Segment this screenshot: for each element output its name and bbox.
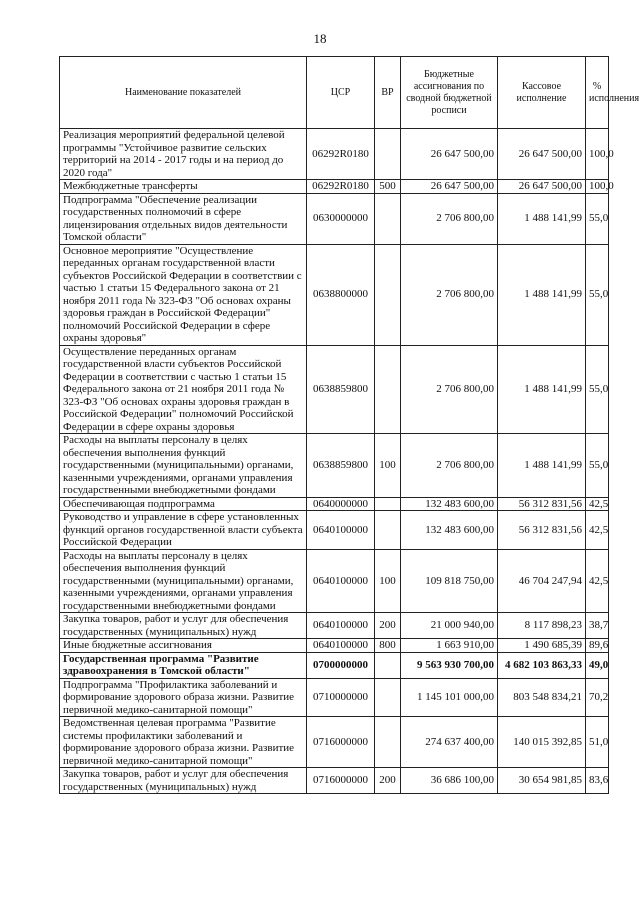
table-row [60, 193, 609, 244]
table-row [60, 244, 609, 345]
cell-budget: 36 686 100,00 [401, 768, 498, 794]
table-row [60, 497, 609, 511]
cell-budget: 26 647 500,00 [401, 180, 498, 194]
table-body [60, 129, 614, 794]
cell-cash: 56 312 831,56 [498, 511, 586, 550]
cell-csr: 06292R0180 [307, 129, 375, 180]
cell-name: Подпрограмма "Обеспечение реализации государственных полномочий в сфере лицензирования отдельных видов деятельности Томской области" [60, 193, 307, 244]
header-csr: ЦСР [307, 57, 375, 129]
cell-name: Межбюджетные трансферты [60, 180, 307, 194]
cell-vr [375, 497, 401, 511]
cell-budget: 109 818 750,00 [401, 549, 498, 613]
cell-cash: 1 488 141,99 [498, 345, 586, 434]
cell-cash: 1 488 141,99 [498, 193, 586, 244]
cell-budget: 2 706 800,00 [401, 244, 498, 345]
table-row [60, 768, 609, 794]
cell-pct: 49,0 [586, 652, 609, 678]
table-row [60, 180, 609, 194]
cell-csr: 0700000000 [307, 652, 375, 678]
cell-vr: 100 [375, 549, 401, 613]
cell-pct: 55,0 [586, 193, 609, 244]
cell-cash: 1 490 685,39 [498, 639, 586, 653]
cell-budget: 2 706 800,00 [401, 345, 498, 434]
cell-pct: 42,5 [586, 511, 609, 550]
cell-cash: 8 117 898,23 [498, 613, 586, 639]
cell-pct: 51,0 [586, 717, 609, 768]
cell-cash: 26 647 500,00 [498, 180, 586, 194]
cell-vr [375, 511, 401, 550]
cell-vr: 800 [375, 639, 401, 653]
cell-csr: 06292R0180 [307, 180, 375, 194]
cell-budget: 132 483 600,00 [401, 497, 498, 511]
cell-cash: 803 548 834,21 [498, 678, 586, 717]
header-cash: Кассовое исполнение [498, 57, 586, 129]
cell-csr: 0640100000 [307, 549, 375, 613]
cell-name: Расходы на выплаты персоналу в целях обеспечения выполнения функций государственными (муниципальными) органами, казенными учреждениями, органами управления государственными внебюджетными фондами [60, 549, 307, 613]
table-row [60, 549, 609, 613]
cell-budget: 1 145 101 000,00 [401, 678, 498, 717]
cell-cash: 1 488 141,99 [498, 244, 586, 345]
cell-pct: 70,2 [586, 678, 609, 717]
cell-csr: 0716000000 [307, 717, 375, 768]
cell-csr: 0640100000 [307, 639, 375, 653]
header-vr: ВР [375, 57, 401, 129]
cell-budget: 274 637 400,00 [401, 717, 498, 768]
cell-csr: 0640100000 [307, 613, 375, 639]
cell-budget: 132 483 600,00 [401, 511, 498, 550]
cell-csr: 0640000000 [307, 497, 375, 511]
cell-vr [375, 652, 401, 678]
table-row [60, 434, 609, 498]
cell-cash: 140 015 392,85 [498, 717, 586, 768]
cell-pct: 83,6 [586, 768, 609, 794]
table-row [60, 129, 609, 180]
cell-cash: 1 488 141,99 [498, 434, 586, 498]
header-name: Наименование показателей [60, 57, 307, 129]
cell-cash: 56 312 831,56 [498, 497, 586, 511]
cell-vr [375, 678, 401, 717]
cell-csr: 0638859800 [307, 345, 375, 434]
table-row [60, 613, 609, 639]
cell-vr [375, 717, 401, 768]
cell-cash: 46 704 247,94 [498, 549, 586, 613]
cell-pct: 100,0 [586, 180, 609, 194]
cell-vr [375, 345, 401, 434]
cell-name: Закупка товаров, работ и услуг для обеспечения государственных (муниципальных) нужд [60, 768, 307, 794]
table-row [60, 345, 609, 434]
cell-budget: 21 000 940,00 [401, 613, 498, 639]
cell-csr: 0716000000 [307, 768, 375, 794]
cell-vr [375, 193, 401, 244]
cell-budget: 1 663 910,00 [401, 639, 498, 653]
cell-budget: 2 706 800,00 [401, 193, 498, 244]
cell-cash: 26 647 500,00 [498, 129, 586, 180]
cell-pct: 89,6 [586, 639, 609, 653]
cell-csr: 0638800000 [307, 244, 375, 345]
cell-name: Осуществление переданных органам государственной власти субъектов Российской Федерации в соответствии с частью 1 статьи 15 Федерального закона от 21 ноября 2011 года № 323-ФЗ "Об основах охраны здоровья граждан в Российской Федерации" полномочий Российской Федерации в сфере охраны здоровья [60, 345, 307, 434]
cell-name: Ведомственная целевая программа "Развитие системы профилактики заболеваний и формирование здорового образа жизни. Развитие первичной медико-санитарной помощи" [60, 717, 307, 768]
table-header-row [60, 57, 609, 129]
cell-pct: 42,5 [586, 549, 609, 613]
budget-table [59, 56, 640, 794]
cell-budget: 9 563 930 700,00 [401, 652, 498, 678]
table-row [60, 639, 609, 653]
cell-pct: 55,0 [586, 345, 609, 434]
page-number: 18 [313, 31, 327, 46]
cell-vr [375, 244, 401, 345]
cell-pct: 55,0 [586, 434, 609, 498]
cell-pct: 55,0 [586, 244, 609, 345]
cell-vr: 500 [375, 180, 401, 194]
cell-name: Государственная программа "Развитие здравоохранения в Томской области" [60, 652, 307, 678]
cell-vr: 100 [375, 434, 401, 498]
header-pct: % исполнения [586, 57, 609, 129]
header-budget: Бюджетные ассигнования по сводной бюджетной росписи [401, 57, 498, 129]
cell-name: Закупка товаров, работ и услуг для обеспечения государственных (муниципальных) нужд [60, 613, 307, 639]
cell-name: Расходы на выплаты персоналу в целях обеспечения выполнения функций государственными (муниципальными) органами, казенными учреждениями, органами управления государственными внебюджетными фондами [60, 434, 307, 498]
cell-name: Руководство и управление в сфере установленных функций органов государственной власти субъекта Российской Федерации [60, 511, 307, 550]
cell-name: Обеспечивающая подпрограмма [60, 497, 307, 511]
table-row [60, 678, 609, 717]
cell-budget: 26 647 500,00 [401, 129, 498, 180]
cell-budget: 2 706 800,00 [401, 434, 498, 498]
cell-name: Иные бюджетные ассигнования [60, 639, 307, 653]
cell-pct: 100,0 [586, 129, 609, 180]
cell-vr: 200 [375, 768, 401, 794]
table-row [60, 511, 609, 550]
cell-name: Реализация мероприятий федеральной целевой программы "Устойчивое развитие сельских территорий на 2014 - 2017 годы и на период до 2020 года" [60, 129, 307, 180]
cell-vr [375, 129, 401, 180]
cell-csr: 0630000000 [307, 193, 375, 244]
cell-name: Подпрограмма "Профилактика заболеваний и формирование здорового образа жизни. Развитие первичной медико-санитарной помощи" [60, 678, 307, 717]
table-row [60, 717, 609, 768]
table-row [60, 652, 609, 678]
cell-cash: 4 682 103 863,33 [498, 652, 586, 678]
cell-name: Основное мероприятие "Осуществление переданных органам государственной власти субъектов Российской Федерации в соответствии с частью 1 статьи 15 Федерального закона от 21 ноября 2011 года № 323-ФЗ "Об основах охраны здоровья граждан в Российской Федерации" полномочий Российской Федерации в сфере охраны здоровья" [60, 244, 307, 345]
cell-csr: 0638859800 [307, 434, 375, 498]
cell-vr: 200 [375, 613, 401, 639]
cell-pct: 42,5 [586, 497, 609, 511]
cell-csr: 0640100000 [307, 511, 375, 550]
cell-pct: 38,7 [586, 613, 609, 639]
cell-cash: 30 654 981,85 [498, 768, 586, 794]
cell-csr: 0710000000 [307, 678, 375, 717]
